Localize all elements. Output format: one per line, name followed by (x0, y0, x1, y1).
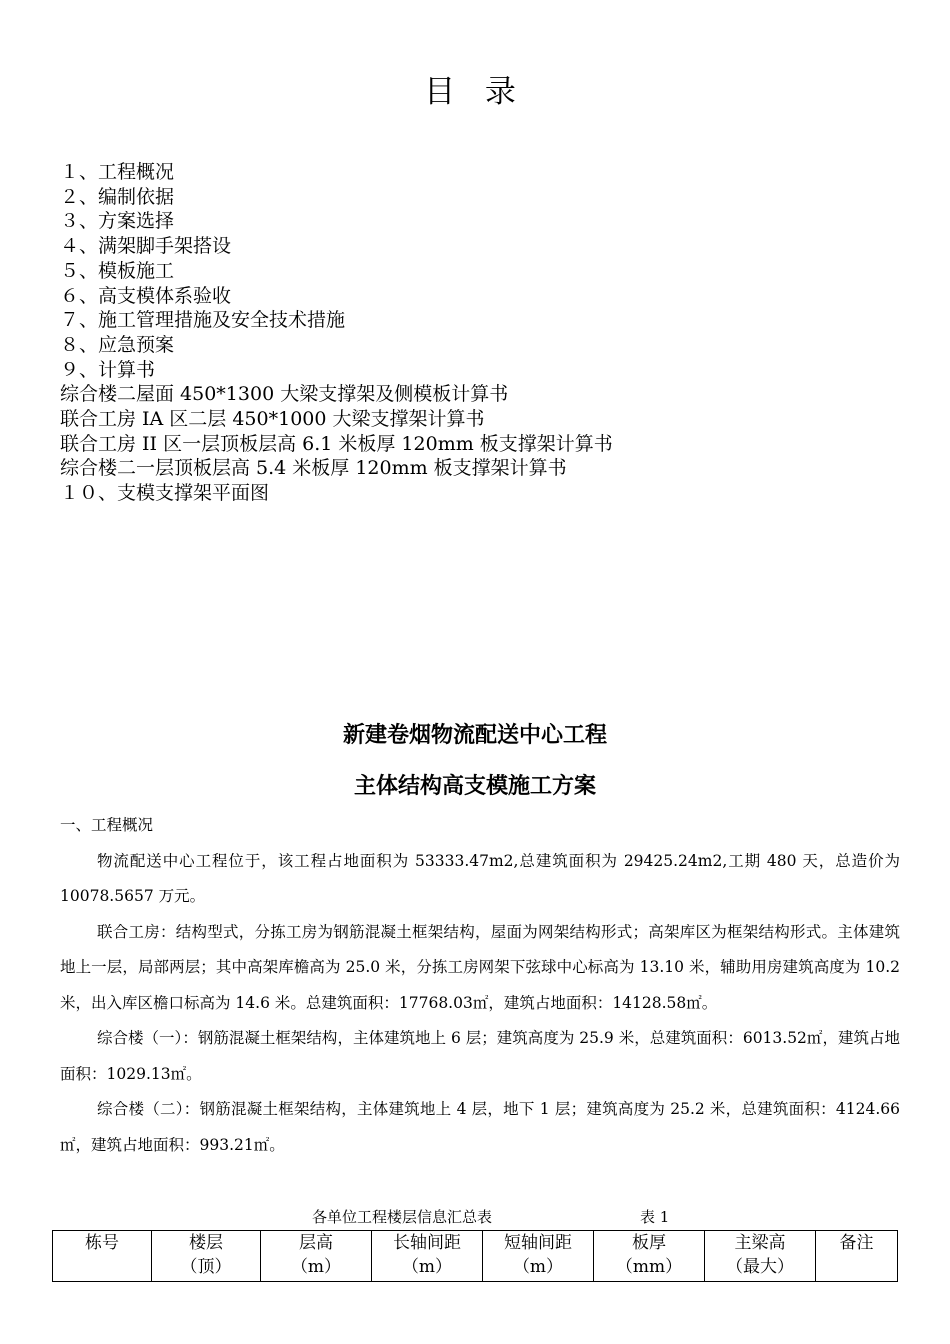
header-cell: 楼层 （顶） (152, 1231, 261, 1282)
toc-item: １０、支模支撑架平面图 (60, 482, 270, 505)
paragraph: 综合楼（一）：钢筋混凝土框架结构，主体建筑地上 6 层；建筑高度为 25.9 米，总建筑面积：6013.52㎡，建筑占地面积：1029.13㎡。 (60, 1029, 900, 1083)
toc-item: ５、模板施工 (60, 259, 175, 282)
table-header-row (53, 1231, 898, 1282)
toc-item: １、工程概况 (60, 161, 175, 183)
toc-item: ６、高支模体系验收 (60, 284, 232, 307)
toc-item: 联合工房 II 区一层顶板层高 6.1 米板厚 120mm 板支撑架计算书 (60, 432, 613, 455)
toc-item: ７、施工管理措施及安全技术措施 (60, 309, 346, 332)
header-cell: 主梁高 （最大） (705, 1231, 816, 1282)
floor-info-table (52, 1230, 898, 1282)
toc-title: 目 录 (424, 74, 526, 110)
header-cell: 层高 （m） (261, 1231, 372, 1282)
header-cell: 板厚 （mm） (594, 1231, 705, 1282)
toc-item: 综合楼二一层顶板层高 5.4 米板厚 120mm 板支撑架计算书 (60, 457, 567, 480)
document-body (60, 808, 900, 1163)
header-cell: 备注 (816, 1231, 898, 1282)
table-caption-text: 各单位工程楼层信息汇总表 (312, 1208, 493, 1226)
table-of-contents (60, 160, 613, 506)
toc-item: ２、编制依据 (60, 185, 175, 208)
toc-item: ４、满架脚手架搭设 (60, 235, 232, 258)
table-number: 表 1 (640, 1208, 670, 1226)
toc-item: ８、应急预案 (60, 333, 175, 356)
toc-item: ９、计算书 (60, 358, 156, 381)
header-cell: 栋号 (53, 1231, 152, 1282)
paragraph: 联合工房：结构型式，分拣工房为钢筋混凝土框架结构，屋面为网架结构形式；高架库区为框架结构形式。主体建筑地上一层，局部两层；其中高架库檐高为 25.0 米，分拣工房网架下弦球中心标高为 13.10 米，辅助用房建筑高度为 10.2 米，出入库区檐口标高为 14.6 米。总建筑面积：17768.03㎡，建筑占地面积：14128.58㎡。 (60, 922, 900, 1012)
paragraph: 综合楼（二）：钢筋混凝土框架结构，主体建筑地上 4 层，地下 1 层；建筑高度为 25.2 米，总建筑面积：4124.66㎡，建筑占地面积：993.21㎡。 (60, 1100, 900, 1154)
header-cell: 长轴间距 （m） (372, 1231, 483, 1282)
document-subtitle: 主体结构高支模施工方案 (353, 774, 596, 799)
document-title: 新建卷烟物流配送中心工程 (342, 723, 607, 748)
toc-item: ３、方案选择 (60, 210, 175, 233)
paragraph: 物流配送中心工程位于，该工程占地面积为 53333.47m2,总建筑面积为 29425.24m2,工期 480 天，总造价为 10078.5657 万元。 (60, 851, 900, 905)
toc-item: 联合工房 IA 区二层 450*1000 大梁支撑架计算书 (60, 408, 485, 431)
section-heading: 一、工程概况 (60, 816, 154, 834)
toc-item: 综合楼二屋面 450*1300 大梁支撑架及侧模板计算书 (60, 383, 509, 406)
header-cell: 短轴间距 （m） (483, 1231, 594, 1282)
